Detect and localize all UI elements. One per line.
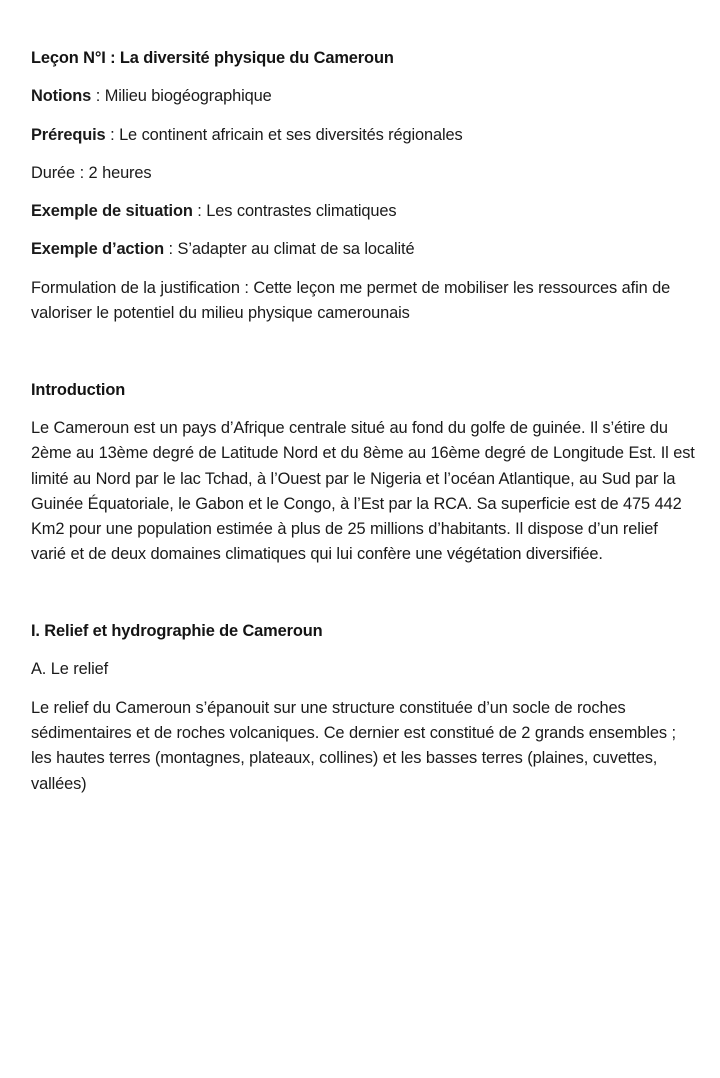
field-exemple-action-value: S’adapter au climat de sa localité xyxy=(177,240,415,259)
document-body xyxy=(31,46,697,797)
field-notions xyxy=(31,84,697,109)
field-exemple-situation-label: Exemple de situation xyxy=(31,202,193,221)
field-duree xyxy=(31,161,697,186)
field-exemple-situation xyxy=(31,199,697,224)
field-notions-value: Milieu biogéographique xyxy=(104,87,272,106)
field-notions-label: Notions xyxy=(31,87,92,106)
blank-line-before-introduction xyxy=(31,339,697,364)
field-prerequis xyxy=(31,123,697,148)
field-exemple-action xyxy=(31,237,697,262)
field-exemple-situation-value: Les contrastes climatiques xyxy=(206,202,397,221)
field-prerequis-label: Prérequis xyxy=(31,125,106,144)
justification-paragraph: Formulation de la justification : Cette leçon me permet de mobiliser les ressources afin de valoriser le potentiel du milieu physique camerounais xyxy=(31,278,671,323)
field-exemple-action-separator: : xyxy=(164,240,178,259)
section-one-paragraph: Le relief du Cameroun s’épanouit sur une structure constituée d’un socle de roches sédimentaires et de roches volcaniques. Ce dernier est constitué de 2 grands ensembles ; les hautes terres (montagnes, plateaux, collines) et les basses terres (plaines, cuvettes, vallées) xyxy=(31,698,676,793)
section-one-heading: I. Relief et hydrographie de Cameroun xyxy=(31,622,323,641)
introduction-paragraph: Le Cameroun est un pays d’Afrique centrale situé au fond du golfe de guinée. Il s’étire du 2ème au 13ème degré de Latitude Nord et du 8ème au 16ème degré de Longitude Est. Il est limité au Nord par le lac Tchad, à l’Ouest par le Nigeria et l’océan Atlantique, au Sud par la Guinée Équatoriale, le Gabon et le Congo, à l’Est par la RCA. Sa superficie est de 475 442 Km2 pour une population estimée à plus de 25 millions d’habitants. Il dispose d’un relief varié et de deux domaines climatiques qui lui confère une végétation diversifiée. xyxy=(31,418,695,564)
field-exemple-action-label: Exemple d’action xyxy=(31,240,164,259)
field-duree-label: Durée : 2 heures xyxy=(31,163,152,182)
field-prerequis-separator: : xyxy=(105,125,120,144)
blank-line-before-section-one xyxy=(31,581,697,606)
field-notions-separator: : xyxy=(91,87,105,106)
field-exemple-situation-separator: : xyxy=(192,202,207,221)
lesson-title: Leçon N°I : La diversité physique du Cameroun xyxy=(31,49,394,67)
introduction-heading: Introduction xyxy=(31,380,126,399)
field-prerequis-value: Le continent africain et ses diversités régionales xyxy=(119,125,463,144)
section-one-subsection-heading: A. Le relief xyxy=(31,660,109,679)
